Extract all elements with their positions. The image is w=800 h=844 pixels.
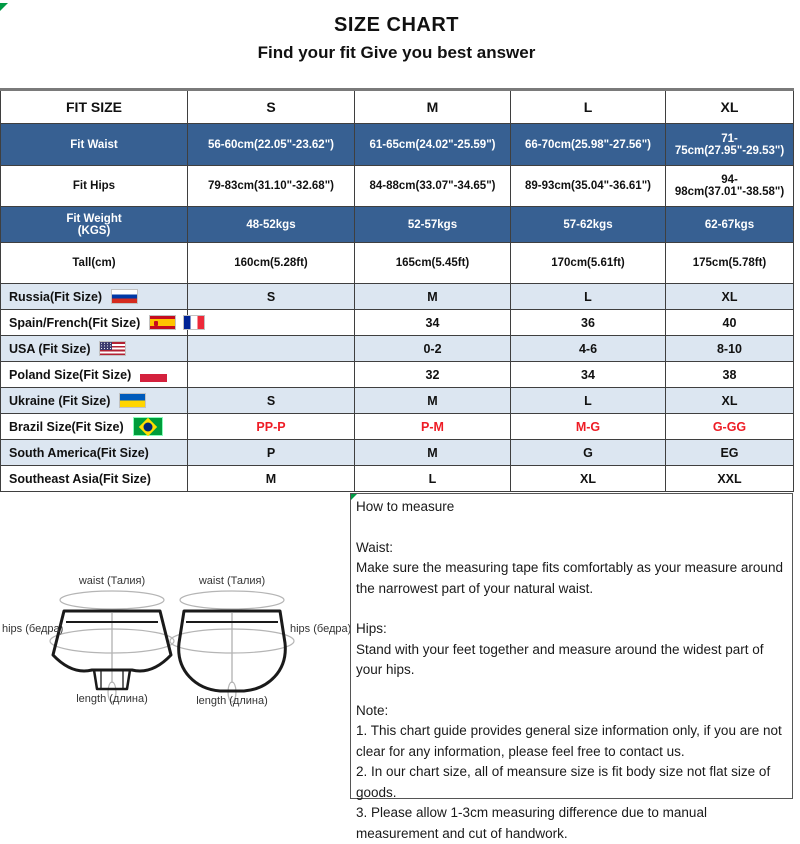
green-corner-marker — [0, 3, 8, 11]
table-row — [1, 414, 794, 440]
size-value-cell: 4-6 — [511, 336, 666, 362]
waist-label-right: waist (Талия) — [199, 575, 265, 587]
size-value-cell: L — [511, 388, 666, 414]
size-value-cell: 175cm(5.78ft) — [666, 243, 794, 284]
russia-flag-icon — [111, 289, 138, 304]
size-value-cell: 61-65cm(24.02"-25.59") — [355, 124, 511, 166]
size-value-cell: M — [188, 466, 355, 492]
size-value-cell: 62-67kgs — [666, 207, 794, 243]
how-to-measure-box — [350, 493, 793, 799]
size-value-cell: XL — [666, 284, 794, 310]
measure-section — [356, 538, 784, 600]
row-label: Fit Waist — [1, 124, 188, 166]
size-value-cell: PP-P — [188, 414, 355, 440]
table-row — [1, 362, 794, 388]
hips-label-left: hips (бедра) — [2, 623, 63, 635]
size-value-cell: P — [188, 440, 355, 466]
size-value-cell: 57-62kgs — [511, 207, 666, 243]
size-value-cell: 8-10 — [666, 336, 794, 362]
row-label: Southeast Asia(Fit Size) — [1, 466, 188, 492]
size-value-cell: L — [355, 466, 511, 492]
size-value-cell: 36 — [511, 310, 666, 336]
row-label: Russia(Fit Size) — [1, 284, 188, 310]
size-value-cell: 40 — [666, 310, 794, 336]
measure-section-heading: Hips: — [356, 619, 784, 640]
size-value-cell: M — [355, 284, 511, 310]
size-chart-table — [0, 88, 794, 492]
table-row — [1, 310, 794, 336]
measure-section-text: 3. Please allow 1-3cm measuring difference due to manual measurement and cut of handwork. — [356, 803, 784, 844]
size-value-cell: 71-75cm(27.95"-29.53") — [666, 124, 794, 166]
row-label: Fit Weight (KGS) — [1, 207, 188, 243]
size-value-cell: L — [511, 284, 666, 310]
how-to-measure-title: How to measure — [356, 497, 784, 518]
size-value-cell: 84-88cm(33.07"-34.65") — [355, 166, 511, 207]
measure-section-text: 1. This chart guide provides general size information only, if you are not clear for any information, please feel free to contact us. — [356, 721, 784, 762]
row-label: Ukraine (Fit Size) — [1, 388, 188, 414]
row-label: USA (Fit Size) — [1, 336, 188, 362]
size-value-cell: S — [188, 284, 355, 310]
size-value-cell: M — [355, 388, 511, 414]
row-label: Spain/French(Fit Size) — [1, 310, 188, 336]
measure-section-text: Make sure the measuring tape fits comfortably as your measure around the narrowest part of your natural waist. — [356, 558, 784, 599]
length-label-right: length (длина) — [196, 695, 268, 707]
table-row — [1, 388, 794, 414]
measuring-diagram-area — [0, 493, 350, 800]
size-value-cell: XL — [511, 466, 666, 492]
table-row — [1, 166, 794, 207]
column-header-m: M — [355, 90, 511, 124]
page-title: SIZE CHART — [0, 14, 793, 37]
size-value-cell: 32 — [355, 362, 511, 388]
table-row — [1, 207, 794, 243]
measure-section — [356, 619, 784, 681]
size-value-cell: 0-2 — [355, 336, 511, 362]
size-value-cell: 89-93cm(35.04"-36.61") — [511, 166, 666, 207]
length-label-left: length (длина) — [76, 693, 148, 705]
panty-boyshort-diagram — [170, 591, 294, 702]
table-row — [1, 466, 794, 492]
ukraine-flag-icon — [119, 393, 146, 408]
table-row — [1, 243, 794, 284]
table-row — [1, 440, 794, 466]
size-value-cell: 34 — [355, 310, 511, 336]
size-value-cell: G — [511, 440, 666, 466]
size-value-cell: S — [188, 388, 355, 414]
size-value-cell: G-GG — [666, 414, 794, 440]
column-header-l: L — [511, 90, 666, 124]
size-value-cell: P-M — [355, 414, 511, 440]
column-header-fit-size: FIT SIZE — [1, 90, 188, 124]
page-subtitle: Find your fit Give you best answer — [0, 43, 793, 63]
panty-diagrams-svg — [0, 493, 350, 800]
measure-section-heading: Note: — [356, 701, 784, 722]
size-value-cell — [188, 362, 355, 388]
usa-flag-icon — [99, 341, 126, 356]
title-block — [0, 14, 793, 63]
table-row — [1, 336, 794, 362]
column-header-s: S — [188, 90, 355, 124]
size-value-cell: 160cm(5.28ft) — [188, 243, 355, 284]
row-label: Poland Size(Fit Size) — [1, 362, 188, 388]
waist-label-left: waist (Талия) — [79, 575, 145, 587]
size-value-cell: 38 — [666, 362, 794, 388]
france-flag-icon — [183, 315, 205, 330]
row-label: South America(Fit Size) — [1, 440, 188, 466]
size-value-cell: 56-60cm(22.05"-23.62") — [188, 124, 355, 166]
size-value-cell — [188, 336, 355, 362]
row-label: Brazil Size(Fit Size) — [1, 414, 188, 440]
measure-section-heading: Waist: — [356, 538, 784, 559]
table-row — [1, 284, 794, 310]
row-label: Fit Hips — [1, 166, 188, 207]
table-header-row — [1, 90, 794, 124]
spain-flag-icon — [149, 315, 176, 330]
size-value-cell: 66-70cm(25.98"-27.56") — [511, 124, 666, 166]
size-value-cell: 79-83cm(31.10"-32.68") — [188, 166, 355, 207]
size-value-cell: 170cm(5.61ft) — [511, 243, 666, 284]
size-value-cell — [188, 310, 355, 336]
measure-section-text: 2. In our chart size, all of meansure size is fit body size not flat size of goods. — [356, 762, 784, 803]
column-header-xl: XL — [666, 90, 794, 124]
measure-section — [356, 701, 784, 844]
row-label: Tall(cm) — [1, 243, 188, 284]
size-value-cell: 94-98cm(37.01"-38.58") — [666, 166, 794, 207]
size-value-cell: M — [355, 440, 511, 466]
brazil-flag-icon — [133, 417, 163, 436]
size-value-cell: XL — [666, 388, 794, 414]
poland-flag-icon — [140, 367, 167, 382]
table-row — [1, 124, 794, 166]
hips-label-right: hips (бедра) — [290, 623, 351, 635]
size-value-cell: 48-52kgs — [188, 207, 355, 243]
size-value-cell: 165cm(5.45ft) — [355, 243, 511, 284]
size-value-cell: EG — [666, 440, 794, 466]
measure-section-text: Stand with your feet together and measure around the widest part of your hips. — [356, 640, 784, 681]
size-value-cell: M-G — [511, 414, 666, 440]
size-value-cell: 52-57kgs — [355, 207, 511, 243]
size-value-cell: XXL — [666, 466, 794, 492]
panty-brief-diagram — [50, 591, 174, 702]
size-value-cell: 34 — [511, 362, 666, 388]
